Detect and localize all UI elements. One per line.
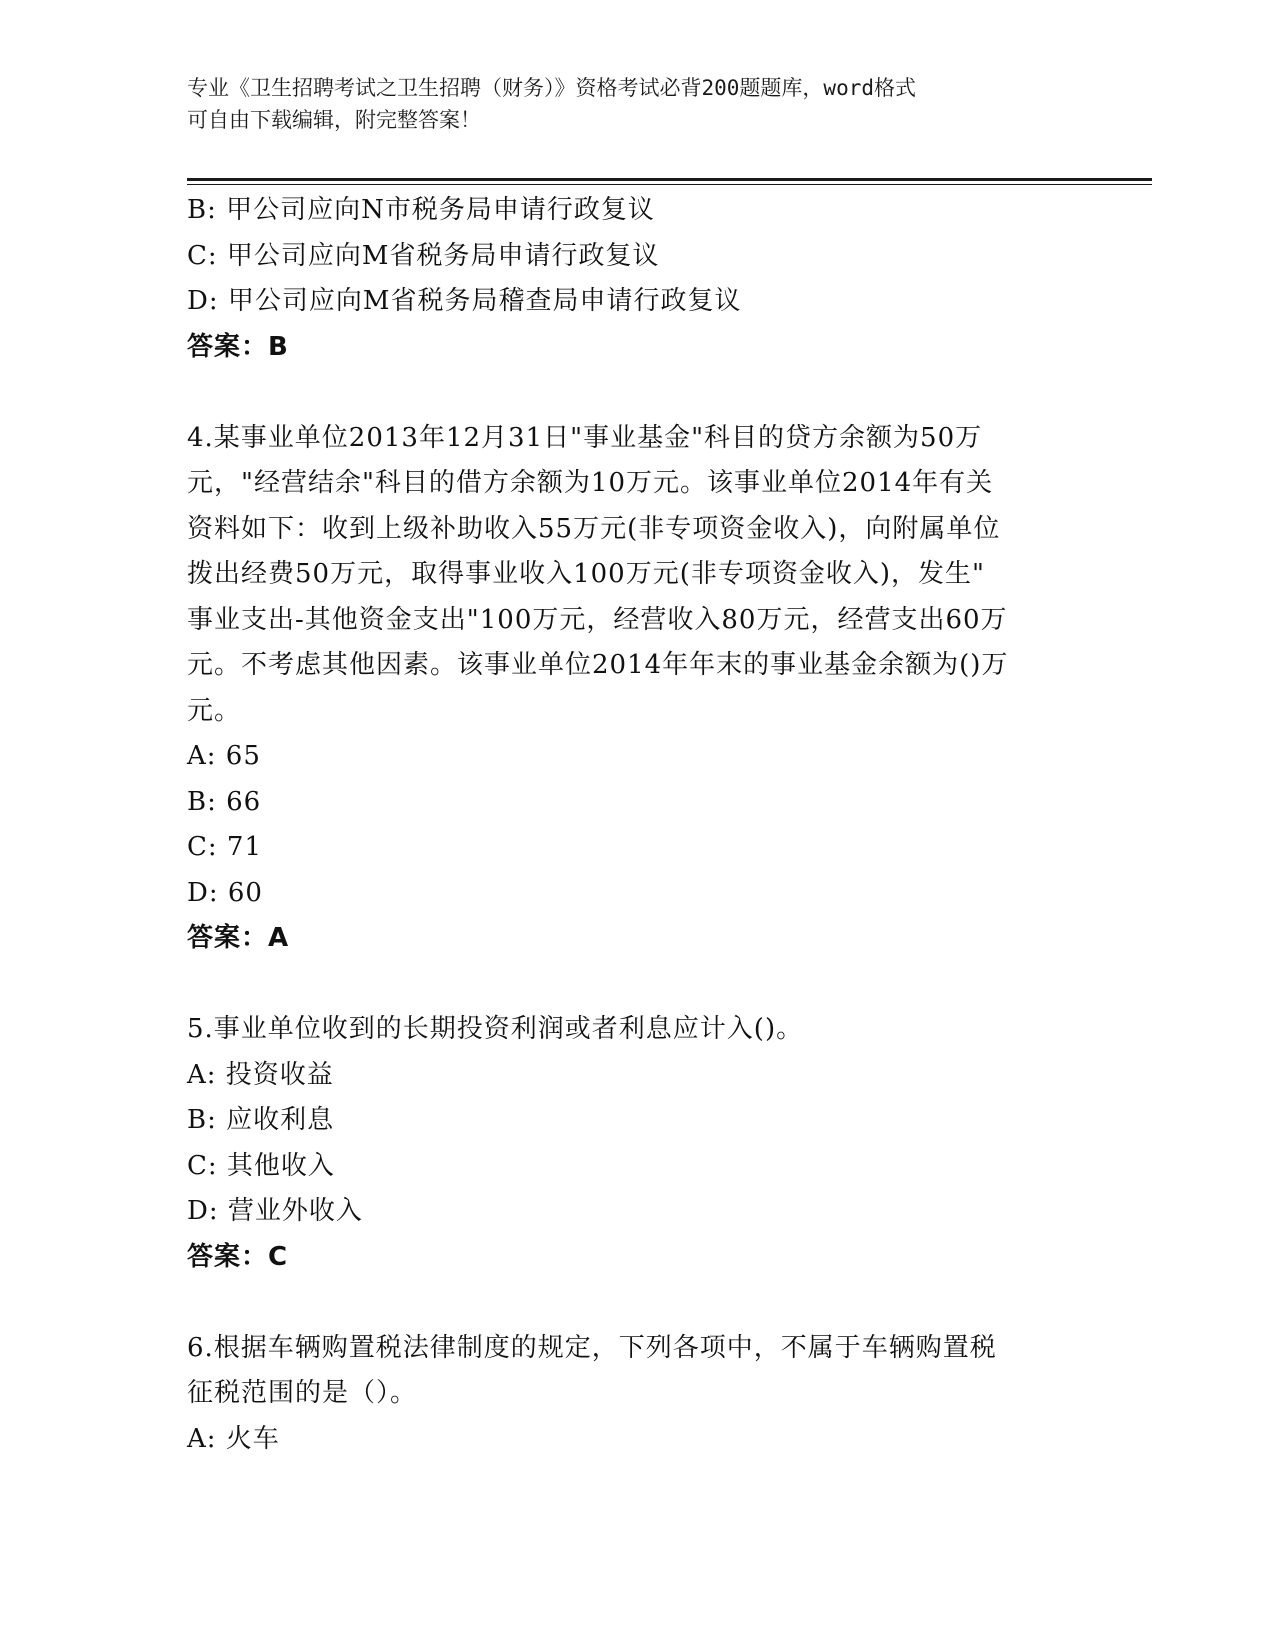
question-5 bbox=[187, 1007, 1087, 1280]
question-stem-line: 资料如下：收到上级补助收入55万元(非专项资金收入)，向附属单位 bbox=[187, 513, 1001, 544]
option-b: B: 66 bbox=[187, 786, 262, 817]
document-header bbox=[187, 72, 1067, 136]
option-d: D: 甲公司应向M省税务局稽查局申请行政复议 bbox=[187, 286, 742, 316]
question-stem-line: 拨出经费50万元，取得事业收入100万元(非专项资金收入)，发生" bbox=[187, 559, 985, 589]
option-a: A: 火车 bbox=[187, 1423, 280, 1454]
option-c: C: 其他收入 bbox=[187, 1150, 335, 1181]
question-stem-line: 元。 bbox=[187, 695, 242, 726]
option-d: D: 营业外收入 bbox=[187, 1196, 363, 1226]
question-stem-line: 征税范围的是（）。 bbox=[187, 1378, 418, 1408]
question-6 bbox=[187, 1326, 1087, 1463]
answer-line: 答案：C bbox=[187, 1241, 289, 1272]
option-b: B: 甲公司应向N市税务局申请行政复议 bbox=[187, 195, 655, 225]
option-a: A: 投资收益 bbox=[187, 1059, 334, 1090]
spacer bbox=[187, 370, 1087, 416]
header-title-line-1: 专业《卫生招聘考试之卫生招聘（财务）》资格考试必背200题题库，word格式 bbox=[187, 76, 916, 100]
question-content bbox=[187, 188, 1087, 1462]
header-title-line-2: 可自由下载编辑，附完整答案！ bbox=[187, 108, 481, 132]
question-stem-line: 事业支出-其他资金支出"100万元，经营收入80万元，经营支出60万 bbox=[187, 604, 1008, 635]
answer-line: 答案：A bbox=[187, 923, 290, 953]
option-c: C: 71 bbox=[187, 832, 263, 862]
question-stem-line: 元，"经营结余"科目的借方余额为10万元。该事业单位2014年有关 bbox=[187, 468, 994, 498]
question-stem-line: 5.事业单位收到的长期投资利润或者利息应计入()。 bbox=[187, 1014, 804, 1044]
option-b: B: 应收利息 bbox=[187, 1105, 335, 1135]
option-a: A: 65 bbox=[187, 741, 261, 771]
option-d: D: 60 bbox=[187, 877, 263, 908]
question-4 bbox=[187, 416, 1087, 962]
spacer bbox=[187, 1280, 1087, 1326]
question-stem-line: 4.某事业单位2013年12月31日"事业基金"科目的贷方余额为50万 bbox=[187, 422, 983, 453]
spacer bbox=[187, 962, 1087, 1008]
header-divider-thick bbox=[187, 178, 1152, 181]
question-stem-line: 元。不考虑其他因素。该事业单位2014年年末的事业基金余额为()万 bbox=[187, 650, 1009, 680]
question-stem-line: 6.根据车辆购置税法律制度的规定，下列各项中，不属于车辆购置税 bbox=[187, 1332, 997, 1363]
header-divider-thin bbox=[187, 184, 1152, 185]
option-c: C: 甲公司应向M省税务局申请行政复议 bbox=[187, 240, 660, 271]
answer-line: 答案：B bbox=[187, 331, 289, 362]
question-3-tail bbox=[187, 188, 1087, 370]
